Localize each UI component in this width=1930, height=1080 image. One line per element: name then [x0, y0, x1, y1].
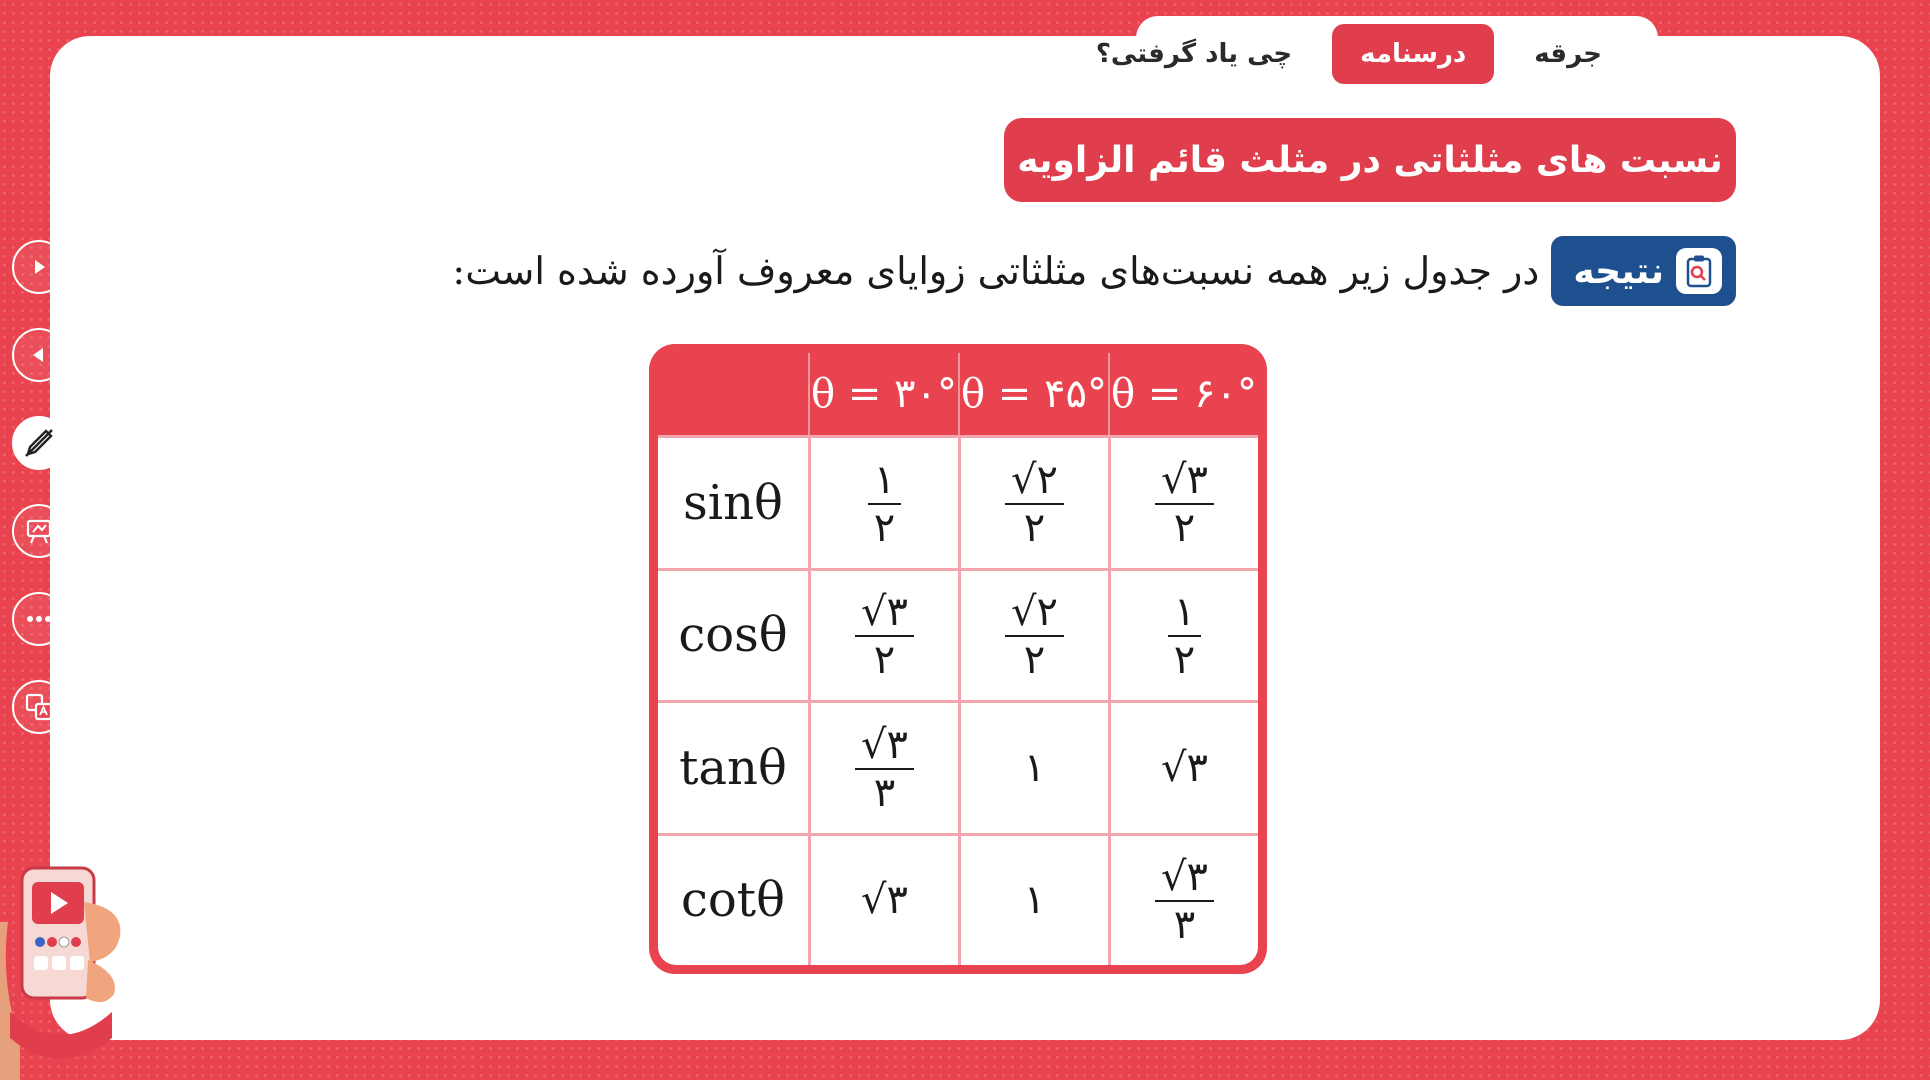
row-label: cotθ — [658, 833, 808, 966]
fraction — [855, 589, 914, 684]
previous-icon — [29, 345, 49, 365]
table-cell — [808, 833, 958, 966]
table-cell — [808, 700, 958, 833]
cell-value: ۱ — [1023, 877, 1046, 924]
table-cell — [1108, 700, 1258, 833]
fraction-denominator: ۲ — [1173, 637, 1196, 684]
result-badge-label: نتیجه — [1573, 250, 1664, 292]
header-30: θ = ۳۰° — [808, 353, 958, 435]
trig-table — [649, 344, 1267, 974]
fraction — [855, 721, 914, 816]
mascot-illustration — [0, 862, 130, 1080]
table-cell — [1108, 833, 1258, 966]
fraction-denominator: ۲ — [873, 637, 896, 684]
row-label: cosθ — [658, 568, 808, 701]
fraction-numerator: √۲ — [1011, 589, 1058, 636]
table-cell — [958, 568, 1108, 701]
fraction — [1155, 456, 1214, 551]
more-button[interactable] — [12, 592, 66, 646]
previous-button[interactable] — [12, 328, 66, 382]
header-45: θ = ۴۵° — [958, 353, 1108, 435]
fraction — [1155, 854, 1214, 949]
clipboard-icon — [1676, 248, 1722, 294]
result-row — [452, 236, 1736, 306]
table-corner — [658, 353, 808, 435]
table-header-row — [658, 353, 1258, 435]
fraction-denominator: ۳ — [1173, 902, 1196, 949]
table-row — [658, 833, 1258, 966]
fraction-denominator: ۳ — [873, 769, 896, 816]
fraction-denominator: ۲ — [1173, 504, 1196, 551]
table-cell — [1108, 435, 1258, 568]
next-button[interactable] — [12, 240, 66, 294]
translate-icon — [23, 691, 55, 723]
pen-icon — [22, 426, 56, 460]
table-cell — [958, 435, 1108, 568]
tab-spark[interactable]: جرقه — [1534, 39, 1602, 69]
board-icon — [24, 516, 54, 546]
fraction-numerator: √۳ — [861, 589, 908, 636]
fraction-denominator: ۲ — [873, 504, 896, 551]
fraction-numerator: ۱ — [1173, 589, 1196, 636]
cell-value: √۳ — [861, 877, 908, 924]
table-row — [658, 700, 1258, 833]
fraction — [1005, 589, 1064, 684]
table-row — [658, 435, 1258, 568]
table-cell — [1108, 568, 1258, 701]
row-label: tanθ — [658, 700, 808, 833]
pen-button[interactable] — [12, 416, 66, 470]
fraction-numerator: √۳ — [1161, 456, 1208, 503]
table-cell — [958, 700, 1108, 833]
fraction — [1168, 589, 1201, 684]
fraction-denominator: ۲ — [1023, 504, 1046, 551]
table-cell — [808, 435, 958, 568]
fraction-numerator: √۳ — [861, 721, 908, 768]
fraction-numerator: √۳ — [1161, 854, 1208, 901]
result-badge — [1551, 236, 1736, 306]
row-label: sinθ — [658, 435, 808, 568]
tab-bar — [1095, 16, 1658, 92]
board-button[interactable] — [12, 504, 66, 558]
fraction-numerator: √۲ — [1011, 456, 1058, 503]
translate-button[interactable] — [12, 680, 66, 734]
next-icon — [29, 257, 49, 277]
tab-lesson[interactable]: درسنامه — [1332, 24, 1494, 84]
cell-value: ۱ — [1023, 744, 1046, 791]
fraction-numerator: ۱ — [873, 456, 896, 503]
cell-value: √۳ — [1161, 744, 1208, 791]
page-title: نسبت های مثلثاتی در مثلث قائم الزاویه — [1004, 118, 1736, 202]
sparkle-icon — [98, 862, 116, 878]
more-icon — [25, 614, 53, 624]
header-60: θ = ۶۰° — [1108, 353, 1258, 435]
table-cell — [958, 833, 1108, 966]
table-cell — [808, 568, 958, 701]
side-toolbar — [12, 240, 68, 734]
fraction — [868, 456, 901, 551]
tab-what-learned[interactable]: چی یاد گرفتی؟ — [1095, 39, 1293, 69]
fraction-denominator: ۲ — [1023, 637, 1046, 684]
result-text: در جدول زیر همه نسبت‌های مثلثاتی زوایای معروف آورده شده است: — [452, 249, 1540, 293]
fraction — [1005, 456, 1064, 551]
table-row — [658, 568, 1258, 701]
